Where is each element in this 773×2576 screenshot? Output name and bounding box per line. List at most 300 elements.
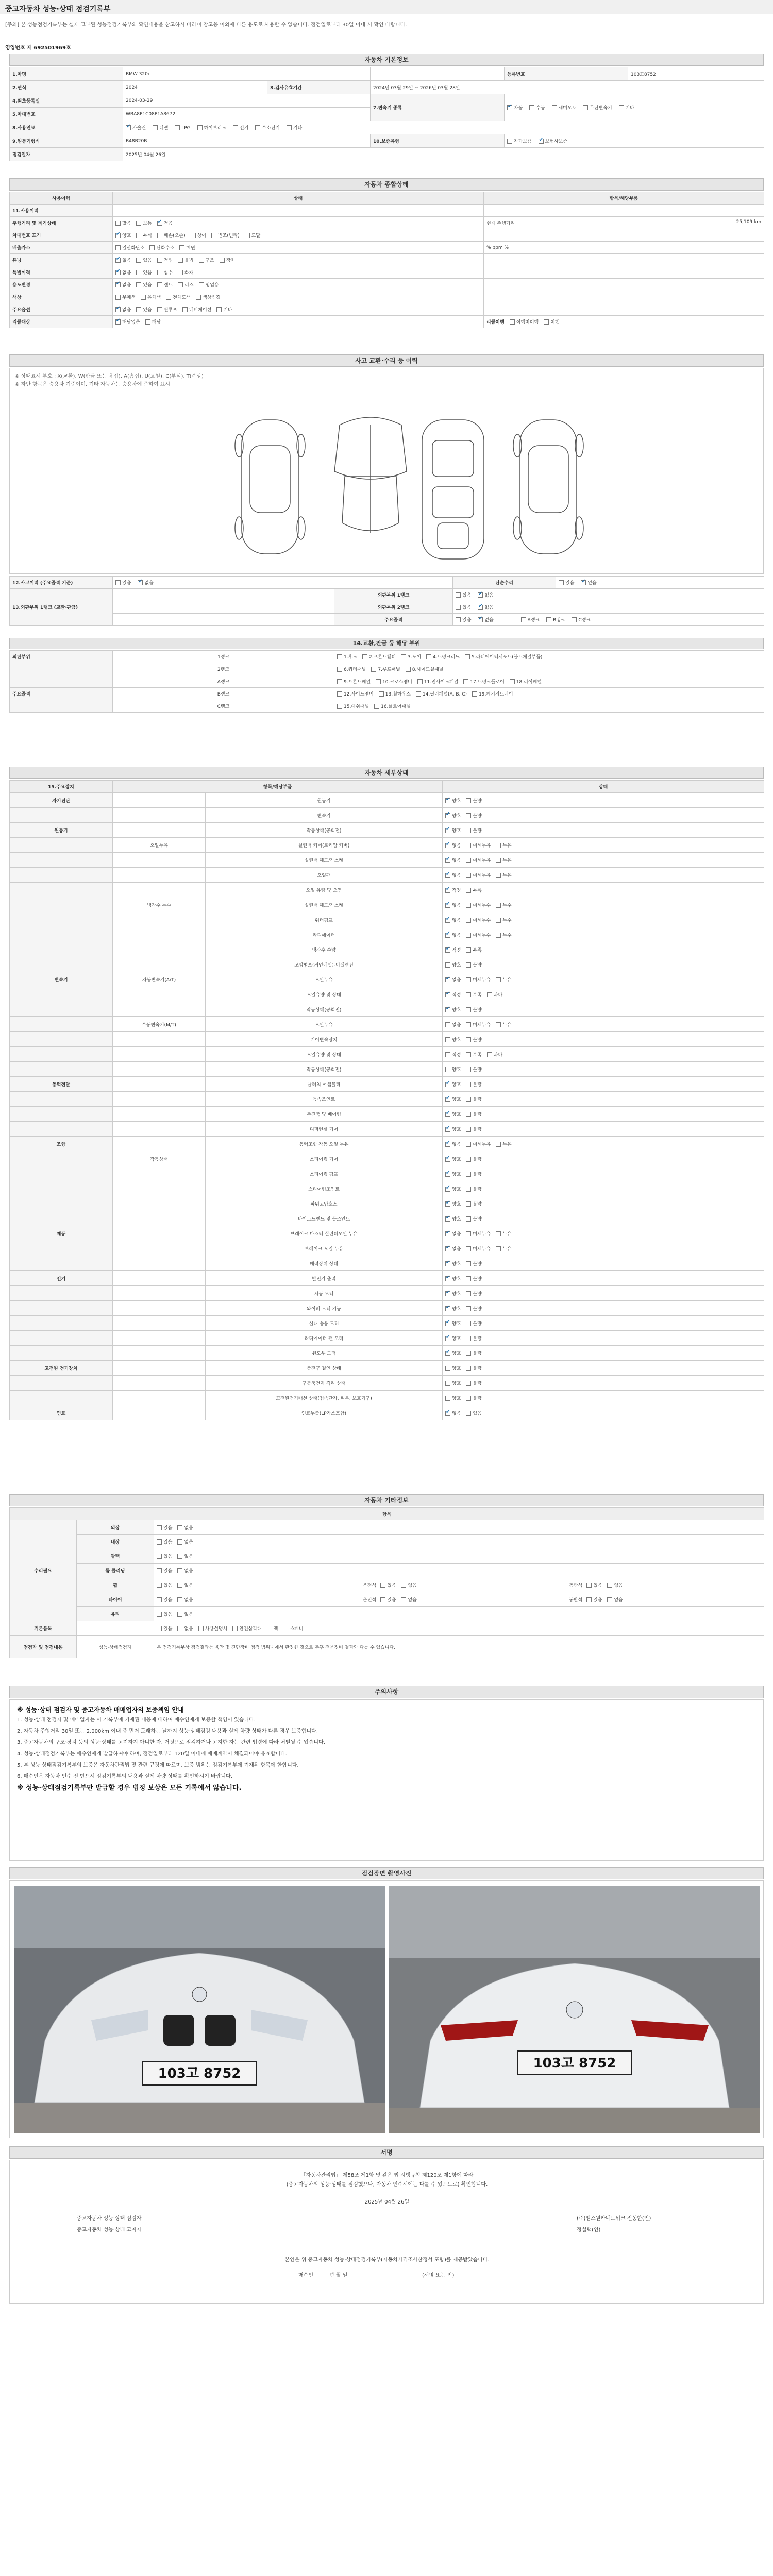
checkbox-option[interactable] <box>466 946 481 953</box>
part-option[interactable]: ✔ 없음 <box>478 604 493 611</box>
checkbox-icon[interactable] <box>211 233 216 238</box>
checkbox-option[interactable] <box>177 1582 193 1588</box>
checked-box-icon[interactable] <box>445 918 450 923</box>
checkbox-option[interactable] <box>445 797 461 804</box>
checked-box-icon[interactable] <box>115 319 121 325</box>
checkbox-option[interactable] <box>337 703 369 709</box>
checkbox-option[interactable] <box>445 1006 461 1013</box>
checkbox-icon[interactable] <box>267 1626 272 1631</box>
checkbox-option[interactable] <box>191 232 206 239</box>
checkbox-icon[interactable] <box>466 1172 471 1177</box>
checked-box-icon[interactable] <box>445 813 450 818</box>
checkbox-option[interactable] <box>496 872 511 878</box>
checkbox-option[interactable] <box>115 257 131 263</box>
checkbox-option[interactable] <box>465 653 542 660</box>
checkbox-option[interactable] <box>466 976 491 983</box>
checked-box-icon[interactable] <box>445 1082 450 1087</box>
checkbox-icon[interactable] <box>445 1381 450 1386</box>
checkbox-icon[interactable] <box>466 1022 471 1027</box>
checkbox-icon[interactable] <box>178 282 183 287</box>
checkbox-icon[interactable] <box>199 258 204 263</box>
checkbox-icon[interactable] <box>191 233 196 238</box>
checkbox-option[interactable] <box>177 1553 193 1560</box>
checkbox-icon[interactable] <box>177 1612 182 1617</box>
checkbox-option[interactable] <box>283 1625 303 1632</box>
checkbox-option[interactable] <box>337 666 366 672</box>
fuel-option[interactable]: 디젤 <box>153 124 168 131</box>
checkbox-option[interactable] <box>445 842 461 849</box>
checkbox-option[interactable] <box>199 257 214 263</box>
checkbox-option[interactable] <box>445 1275 461 1282</box>
simple-repair-option[interactable]: 있음 <box>559 579 574 586</box>
checkbox-option[interactable] <box>115 232 131 239</box>
checkbox-option[interactable] <box>496 1230 511 1237</box>
checkbox-icon[interactable] <box>466 858 471 863</box>
checkbox-icon[interactable] <box>466 1157 471 1162</box>
checkbox-icon[interactable] <box>136 233 141 238</box>
checkbox-icon[interactable] <box>157 1597 162 1602</box>
checkbox-icon[interactable] <box>157 1583 162 1588</box>
checkbox-icon[interactable] <box>166 295 171 300</box>
checkbox-icon[interactable] <box>466 1097 471 1102</box>
checkbox-option[interactable] <box>496 976 511 983</box>
part-option[interactable]: ✔ 없음 <box>478 616 493 623</box>
checkbox-icon[interactable] <box>426 654 431 659</box>
checked-box-icon[interactable] <box>115 307 121 312</box>
checked-box-icon[interactable] <box>445 828 450 833</box>
checkbox-option[interactable] <box>417 678 458 685</box>
checkbox-option[interactable] <box>178 257 193 263</box>
checkbox-option[interactable] <box>445 976 461 983</box>
checkbox-option[interactable] <box>445 857 461 863</box>
checkbox-icon[interactable] <box>337 704 342 709</box>
checkbox-option[interactable] <box>496 857 511 863</box>
checkbox-icon[interactable] <box>466 1351 471 1356</box>
checkbox-option[interactable] <box>466 1051 481 1058</box>
checkbox-option[interactable] <box>245 232 260 239</box>
checkbox-option[interactable] <box>466 1081 481 1088</box>
checkbox-option[interactable] <box>466 1380 481 1386</box>
checkbox-option[interactable] <box>177 1625 193 1632</box>
checkbox-option[interactable] <box>115 244 144 251</box>
checkbox-option[interactable] <box>496 1141 511 1147</box>
checkbox-icon[interactable] <box>445 1022 450 1027</box>
checkbox-option[interactable] <box>496 931 511 938</box>
checkbox-option[interactable] <box>115 306 131 313</box>
trans-option[interactable]: 세미오토 <box>552 104 577 111</box>
checkbox-option[interactable] <box>145 318 161 325</box>
checkbox-option[interactable] <box>466 1335 481 1342</box>
checkbox-icon[interactable] <box>198 1626 204 1631</box>
checkbox-option[interactable] <box>376 678 412 685</box>
checkbox-option[interactable] <box>401 653 421 660</box>
checkbox-icon[interactable] <box>466 992 471 997</box>
checkbox-option[interactable] <box>426 653 460 660</box>
checkbox-option[interactable] <box>466 1200 481 1207</box>
checkbox-option[interactable] <box>115 281 131 288</box>
checkbox-icon[interactable] <box>380 1597 385 1602</box>
checkbox-option[interactable] <box>445 991 461 998</box>
checkbox-option[interactable] <box>232 1625 261 1632</box>
trans-option[interactable]: ✔ 자동 <box>507 104 523 111</box>
checkbox-option[interactable] <box>445 827 461 834</box>
checkbox-option[interactable] <box>406 666 444 672</box>
checkbox-option[interactable] <box>337 678 371 685</box>
checkbox-option[interactable] <box>445 1245 461 1252</box>
checkbox-icon[interactable] <box>177 1568 182 1573</box>
checkbox-icon[interactable] <box>177 1554 182 1559</box>
checkbox-option[interactable] <box>157 1582 172 1588</box>
checkbox-option[interactable] <box>466 902 491 908</box>
checkbox-option[interactable] <box>607 1596 623 1603</box>
checkbox-option[interactable] <box>496 842 511 849</box>
checked-box-icon[interactable] <box>115 282 121 287</box>
checkbox-icon[interactable] <box>496 933 501 938</box>
checkbox-option[interactable] <box>445 1395 461 1401</box>
checkbox-option[interactable] <box>466 1320 481 1327</box>
checkbox-icon[interactable] <box>466 828 471 833</box>
checked-box-icon[interactable] <box>445 947 450 953</box>
checkbox-icon[interactable] <box>232 1626 238 1631</box>
checkbox-option[interactable] <box>466 842 491 849</box>
checkbox-option[interactable] <box>177 1524 193 1531</box>
checkbox-icon[interactable] <box>179 245 184 250</box>
checkbox-option[interactable] <box>177 1611 193 1617</box>
fuel-option[interactable]: 기타 <box>287 124 302 131</box>
checked-box-icon[interactable] <box>445 1216 450 1222</box>
checkbox-option[interactable] <box>198 1625 227 1632</box>
checkbox-option[interactable] <box>157 1524 172 1531</box>
checkbox-icon[interactable] <box>472 691 477 697</box>
checkbox-icon[interactable] <box>136 307 141 312</box>
checked-box-icon[interactable] <box>445 1276 450 1281</box>
checkbox-option[interactable] <box>136 232 152 239</box>
checkbox-icon[interactable] <box>337 654 342 659</box>
checkbox-option[interactable] <box>445 1021 461 1028</box>
checkbox-icon[interactable] <box>466 1276 471 1281</box>
checkbox-icon[interactable] <box>371 667 376 672</box>
checkbox-option[interactable] <box>157 1625 172 1632</box>
checkbox-icon[interactable] <box>466 918 471 923</box>
checkbox-option[interactable] <box>445 1365 461 1371</box>
checkbox-option[interactable] <box>445 812 461 819</box>
checkbox-icon[interactable] <box>496 843 501 848</box>
checkbox-icon[interactable] <box>115 221 121 226</box>
checkbox-option[interactable] <box>136 219 152 226</box>
checked-box-icon[interactable] <box>445 1201 450 1207</box>
checkbox-icon[interactable] <box>145 319 150 325</box>
warranty-option[interactable]: ✔ 보험사보증 <box>539 138 567 144</box>
checkbox-icon[interactable] <box>586 1583 592 1588</box>
checkbox-option[interactable] <box>445 1171 461 1177</box>
checkbox-option[interactable] <box>586 1596 602 1603</box>
checkbox-icon[interactable] <box>401 654 406 659</box>
checkbox-option[interactable] <box>466 1290 481 1297</box>
checkbox-icon[interactable] <box>141 295 146 300</box>
checkbox-option[interactable] <box>496 1245 511 1252</box>
checkbox-option[interactable] <box>463 678 504 685</box>
checkbox-icon[interactable] <box>466 1261 471 1266</box>
checkbox-option[interactable] <box>466 872 491 878</box>
checkbox-icon[interactable] <box>466 1321 471 1326</box>
checkbox-option[interactable] <box>445 1066 461 1073</box>
checkbox-icon[interactable] <box>466 1007 471 1012</box>
checkbox-icon[interactable] <box>380 1583 385 1588</box>
checkbox-icon[interactable] <box>445 962 450 968</box>
part-option[interactable]: 있음 <box>456 604 471 611</box>
checkbox-icon[interactable] <box>157 282 162 287</box>
checkbox-icon[interactable] <box>465 654 470 659</box>
checked-box-icon[interactable] <box>445 1097 450 1102</box>
part-option[interactable]: 있음 <box>456 591 471 598</box>
checkbox-option[interactable] <box>216 306 232 313</box>
checked-box-icon[interactable] <box>115 233 121 238</box>
checkbox-icon[interactable] <box>416 691 421 697</box>
checkbox-icon[interactable] <box>466 947 471 953</box>
checkbox-option[interactable] <box>141 294 161 300</box>
checkbox-option[interactable] <box>371 666 400 672</box>
checkbox-icon[interactable] <box>401 1597 406 1602</box>
fuel-option[interactable]: ✔ 가솔린 <box>126 124 146 131</box>
checked-box-icon[interactable] <box>445 1351 450 1356</box>
checkbox-icon[interactable] <box>136 282 141 287</box>
checkbox-icon[interactable] <box>245 233 250 238</box>
fuel-option[interactable]: 하이브리드 <box>197 124 226 131</box>
checkbox-option[interactable] <box>157 1596 172 1603</box>
checked-box-icon[interactable] <box>445 992 450 997</box>
checkbox-option[interactable] <box>510 318 539 325</box>
checkbox-option[interactable] <box>337 690 374 697</box>
checkbox-icon[interactable] <box>196 295 201 300</box>
checkbox-option[interactable] <box>466 1036 481 1043</box>
checkbox-icon[interactable] <box>496 858 501 863</box>
checkbox-option[interactable] <box>401 1582 416 1588</box>
checkbox-icon[interactable] <box>177 1597 182 1602</box>
rank-option[interactable]: B랭크 <box>546 616 565 623</box>
checkbox-option[interactable] <box>496 902 511 908</box>
checkbox-option[interactable] <box>544 318 559 325</box>
checkbox-icon[interactable] <box>445 1366 450 1371</box>
checkbox-option[interactable] <box>362 653 396 660</box>
checkbox-option[interactable] <box>177 1567 193 1574</box>
checkbox-icon[interactable] <box>406 667 411 672</box>
checkbox-icon[interactable] <box>466 962 471 968</box>
checkbox-option[interactable] <box>466 1096 481 1103</box>
checked-box-icon[interactable] <box>445 1246 450 1251</box>
trans-option[interactable]: 무단변속기 <box>583 104 612 111</box>
checkbox-icon[interactable] <box>178 258 183 263</box>
checkbox-option[interactable] <box>445 902 461 908</box>
checkbox-option[interactable] <box>136 269 152 276</box>
checkbox-icon[interactable] <box>466 888 471 893</box>
checkbox-option[interactable] <box>380 1582 396 1588</box>
checkbox-option[interactable] <box>157 257 173 263</box>
checkbox-option[interactable] <box>466 1305 481 1312</box>
checked-box-icon[interactable] <box>445 1142 450 1147</box>
checkbox-icon[interactable] <box>337 679 342 684</box>
checkbox-option[interactable] <box>157 1538 172 1545</box>
checkbox-icon[interactable] <box>466 977 471 982</box>
checked-box-icon[interactable] <box>115 270 121 275</box>
checkbox-icon[interactable] <box>445 1037 450 1042</box>
checked-box-icon[interactable] <box>445 843 450 848</box>
accident-option[interactable]: 있음 <box>115 579 131 586</box>
checkbox-icon[interactable] <box>178 270 183 275</box>
checkbox-option[interactable] <box>466 1185 481 1192</box>
checkbox-option[interactable] <box>466 917 491 923</box>
checkbox-icon[interactable] <box>496 1246 501 1251</box>
checkbox-option[interactable] <box>445 961 461 968</box>
checkbox-option[interactable] <box>466 1021 491 1028</box>
checkbox-icon[interactable] <box>136 270 141 275</box>
checkbox-option[interactable] <box>510 678 542 685</box>
checkbox-option[interactable] <box>136 281 152 288</box>
checkbox-option[interactable] <box>177 1538 193 1545</box>
buyer-sign-blank[interactable]: (서명 또는 인) <box>422 2273 455 2278</box>
checkbox-icon[interactable] <box>216 307 222 312</box>
checkbox-option[interactable] <box>445 1350 461 1357</box>
fuel-option[interactable]: 수소전기 <box>255 124 280 131</box>
checkbox-icon[interactable] <box>466 873 471 878</box>
checkbox-option[interactable] <box>466 1245 491 1252</box>
checkbox-option[interactable] <box>445 1200 461 1207</box>
checkbox-icon[interactable] <box>157 307 162 312</box>
checkbox-option[interactable] <box>267 1625 278 1632</box>
checkbox-icon[interactable] <box>157 270 162 275</box>
checkbox-icon[interactable] <box>337 691 342 697</box>
rank-option[interactable]: A랭크 <box>521 616 540 623</box>
checkbox-icon[interactable] <box>379 691 384 697</box>
checkbox-option[interactable] <box>586 1582 602 1588</box>
checked-box-icon[interactable] <box>445 1291 450 1296</box>
checkbox-option[interactable] <box>196 294 221 300</box>
checkbox-option[interactable] <box>445 1290 461 1297</box>
checked-box-icon[interactable] <box>445 858 450 863</box>
checkbox-option[interactable] <box>466 1066 481 1073</box>
checkbox-option[interactable] <box>445 1335 461 1342</box>
checked-box-icon[interactable] <box>445 1321 450 1326</box>
checkbox-icon[interactable] <box>466 1411 471 1416</box>
checkbox-option[interactable] <box>496 1021 511 1028</box>
checkbox-option[interactable] <box>199 281 219 288</box>
checkbox-icon[interactable] <box>496 903 501 908</box>
checkbox-icon[interactable] <box>466 1396 471 1401</box>
checkbox-option[interactable] <box>466 961 481 968</box>
checkbox-option[interactable] <box>466 1260 481 1267</box>
checkbox-icon[interactable] <box>496 918 501 923</box>
checked-box-icon[interactable] <box>445 1336 450 1341</box>
checkbox-icon[interactable] <box>466 1052 471 1057</box>
checkbox-icon[interactable] <box>466 1381 471 1386</box>
checkbox-icon[interactable] <box>544 319 549 325</box>
checkbox-option[interactable] <box>445 1081 461 1088</box>
checkbox-icon[interactable] <box>496 873 501 878</box>
checkbox-option[interactable] <box>157 1553 172 1560</box>
checkbox-option[interactable] <box>466 1350 481 1357</box>
checkbox-option[interactable] <box>115 269 131 276</box>
checked-box-icon[interactable] <box>445 1306 450 1311</box>
checkbox-icon[interactable] <box>466 1127 471 1132</box>
checkbox-option[interactable] <box>445 1126 461 1132</box>
checked-box-icon[interactable] <box>445 873 450 878</box>
checkbox-icon[interactable] <box>466 1291 471 1296</box>
checkbox-option[interactable] <box>115 318 140 325</box>
checkbox-icon[interactable] <box>466 1187 471 1192</box>
checkbox-option[interactable] <box>496 917 511 923</box>
trans-option[interactable]: 기타 <box>619 104 634 111</box>
checkbox-icon[interactable] <box>401 1583 406 1588</box>
checkbox-icon[interactable] <box>136 221 141 226</box>
checkbox-option[interactable] <box>487 991 502 998</box>
checkbox-icon[interactable] <box>466 1082 471 1087</box>
checkbox-option[interactable] <box>445 1141 461 1147</box>
checkbox-option[interactable] <box>466 931 491 938</box>
simple-repair-option[interactable]: ✔ 없음 <box>581 579 596 586</box>
checkbox-option[interactable] <box>466 1111 481 1117</box>
checkbox-option[interactable] <box>445 1051 461 1058</box>
checkbox-option[interactable] <box>157 219 173 226</box>
rank-option[interactable]: C랭크 <box>572 616 591 623</box>
checkbox-icon[interactable] <box>607 1583 612 1588</box>
checked-box-icon[interactable] <box>445 1112 450 1117</box>
part-option[interactable]: ✔ 없음 <box>478 591 493 598</box>
checkbox-icon[interactable] <box>445 1067 450 1072</box>
checkbox-option[interactable] <box>379 690 411 697</box>
checkbox-icon[interactable] <box>157 1554 162 1559</box>
checkbox-icon[interactable] <box>466 1306 471 1311</box>
checkbox-option[interactable] <box>211 232 240 239</box>
checkbox-option[interactable] <box>445 1410 461 1416</box>
checkbox-option[interactable] <box>178 269 193 276</box>
checkbox-icon[interactable] <box>466 903 471 908</box>
checkbox-icon[interactable] <box>466 1037 471 1042</box>
checkbox-option[interactable] <box>115 294 136 300</box>
checkbox-option[interactable] <box>445 1320 461 1327</box>
checkbox-icon[interactable] <box>115 245 121 250</box>
checked-box-icon[interactable] <box>445 1157 450 1162</box>
checkbox-option[interactable] <box>136 257 152 263</box>
checkbox-option[interactable] <box>157 232 186 239</box>
checkbox-icon[interactable] <box>487 992 492 997</box>
checkbox-icon[interactable] <box>157 1626 162 1631</box>
checkbox-option[interactable] <box>445 1215 461 1222</box>
checkbox-option[interactable] <box>607 1582 623 1588</box>
checkbox-option[interactable] <box>157 281 173 288</box>
checkbox-icon[interactable] <box>337 667 342 672</box>
checkbox-option[interactable] <box>445 1185 461 1192</box>
checkbox-icon[interactable] <box>157 1568 162 1573</box>
checkbox-option[interactable] <box>445 887 461 893</box>
checkbox-option[interactable] <box>472 690 513 697</box>
checkbox-icon[interactable] <box>466 1216 471 1222</box>
checkbox-option[interactable] <box>445 1380 461 1386</box>
checkbox-option[interactable] <box>416 690 467 697</box>
checkbox-icon[interactable] <box>466 843 471 848</box>
checkbox-option[interactable] <box>466 1275 481 1282</box>
checkbox-option[interactable] <box>337 653 357 660</box>
checkbox-icon[interactable] <box>445 1052 450 1057</box>
checkbox-option[interactable] <box>166 294 191 300</box>
checkbox-icon[interactable] <box>157 1539 162 1545</box>
checkbox-icon[interactable] <box>283 1626 288 1631</box>
checked-box-icon[interactable] <box>445 1261 450 1266</box>
checkbox-option[interactable] <box>115 219 131 226</box>
checkbox-option[interactable] <box>466 1171 481 1177</box>
checkbox-option[interactable] <box>445 1305 461 1312</box>
checked-box-icon[interactable] <box>445 1127 450 1132</box>
checkbox-option[interactable] <box>466 1365 481 1371</box>
part-option[interactable]: 있음 <box>456 616 471 623</box>
